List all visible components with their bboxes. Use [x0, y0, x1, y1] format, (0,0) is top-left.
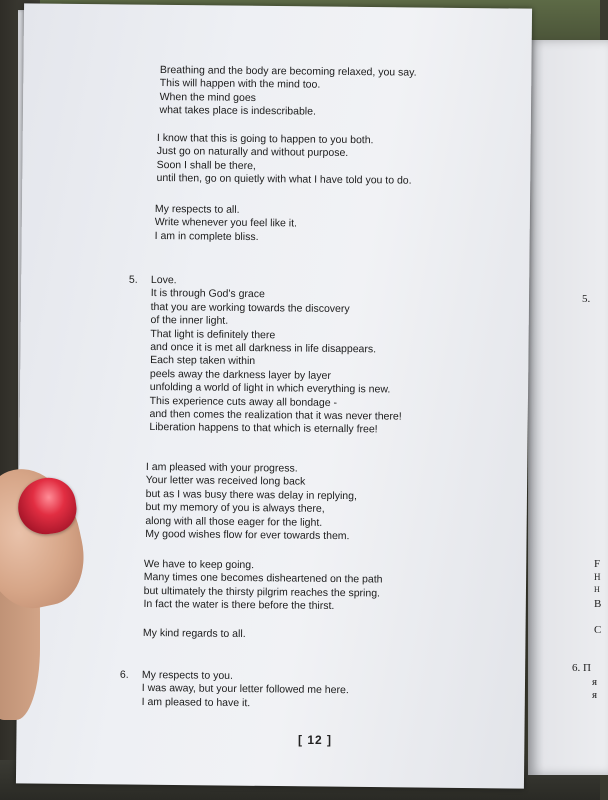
text-line: until then, go on quietly with what I have told you to do. — [156, 172, 412, 187]
paragraph — [143, 627, 246, 641]
paragraph — [156, 132, 412, 188]
text-line: that you are working towards the discovery — [150, 300, 350, 315]
text-line: Each step taken within — [150, 354, 256, 368]
section-5 — [128, 273, 403, 437]
text-line: When the mind goes — [159, 90, 257, 104]
text-line: My respects to you. — [141, 669, 234, 682]
text-line: Liberation happens to that which is eternally free! — [149, 421, 378, 436]
text-line: and once it is met all darkness in life disappears. — [150, 340, 377, 356]
facing-page — [528, 40, 608, 775]
facing-page-char: C — [594, 624, 602, 636]
text-line: Write whenever you feel like it. — [154, 216, 298, 230]
text-line: and then comes the realization that it was never there! — [149, 407, 402, 423]
text-line: but ultimately the thirsty pilgrim reaches the spring. — [143, 584, 381, 600]
text-line: I am pleased to have it. — [141, 695, 251, 709]
text-line: I am in complete bliss. — [154, 229, 259, 243]
text-line: Soon I shall be there, — [156, 158, 256, 172]
text-line: Just go on naturally and without purpose. — [156, 145, 349, 160]
text-line: This will happen with the mind too. — [159, 77, 321, 92]
text-line: but as I was busy there was delay in replying, — [145, 487, 357, 502]
text-line: My respects to all. — [154, 203, 240, 216]
text-line: what takes place is indescribable. — [159, 104, 316, 118]
text-line: unfolding a world of light in which everything is new. — [149, 381, 391, 396]
text-line: It is through God's grace — [150, 287, 265, 301]
paragraph — [145, 461, 357, 544]
text-line: along with all those eager for the light. — [145, 514, 323, 529]
paragraph — [159, 64, 416, 120]
text-line: but my memory of you is always there, — [145, 501, 325, 516]
text-line: My good wishes flow for ever towards them. — [145, 527, 350, 543]
text-line: I know that this is going to happen to you both. — [156, 132, 374, 147]
facing-page-char: B — [594, 598, 602, 610]
text-line: I was away, but your letter followed me here. — [141, 682, 349, 697]
text-line: Breathing and the body are becoming relaxed, you say. — [159, 64, 417, 79]
text-line: Many times one becomes disheartened on the path — [143, 571, 383, 586]
text-line: peels away the darkness layer by layer — [149, 367, 331, 382]
text-line: That light is definitely there — [150, 327, 276, 341]
facing-page-section: 6. П — [572, 662, 591, 674]
paragraph — [143, 558, 382, 614]
paragraph — [155, 203, 298, 245]
facing-page-char: H — [594, 585, 600, 594]
text-line: This experience cuts away all bondage - — [149, 394, 338, 409]
facing-page-char: F — [594, 558, 601, 570]
text-line: Your letter was received long back — [145, 474, 306, 489]
text-line: I am pleased with your progress. — [145, 461, 298, 475]
text-line: of the inner light. — [150, 314, 229, 327]
facing-page-char: я — [592, 689, 598, 701]
facing-page-char: H — [594, 572, 601, 582]
facing-page-number: 5. — [582, 293, 591, 305]
text-line: We have to keep going. — [143, 558, 255, 572]
section-number: 5. — [128, 273, 138, 286]
text-line: Love. — [150, 274, 177, 287]
text-line: In fact the water is there before the thirst. — [143, 598, 335, 613]
text-line: My kind regards to all. — [142, 627, 246, 641]
section-6 — [119, 668, 349, 711]
section-number: 6. — [119, 668, 129, 681]
facing-page-char: я — [592, 676, 598, 688]
page-number: [ 12 ] — [298, 733, 333, 747]
